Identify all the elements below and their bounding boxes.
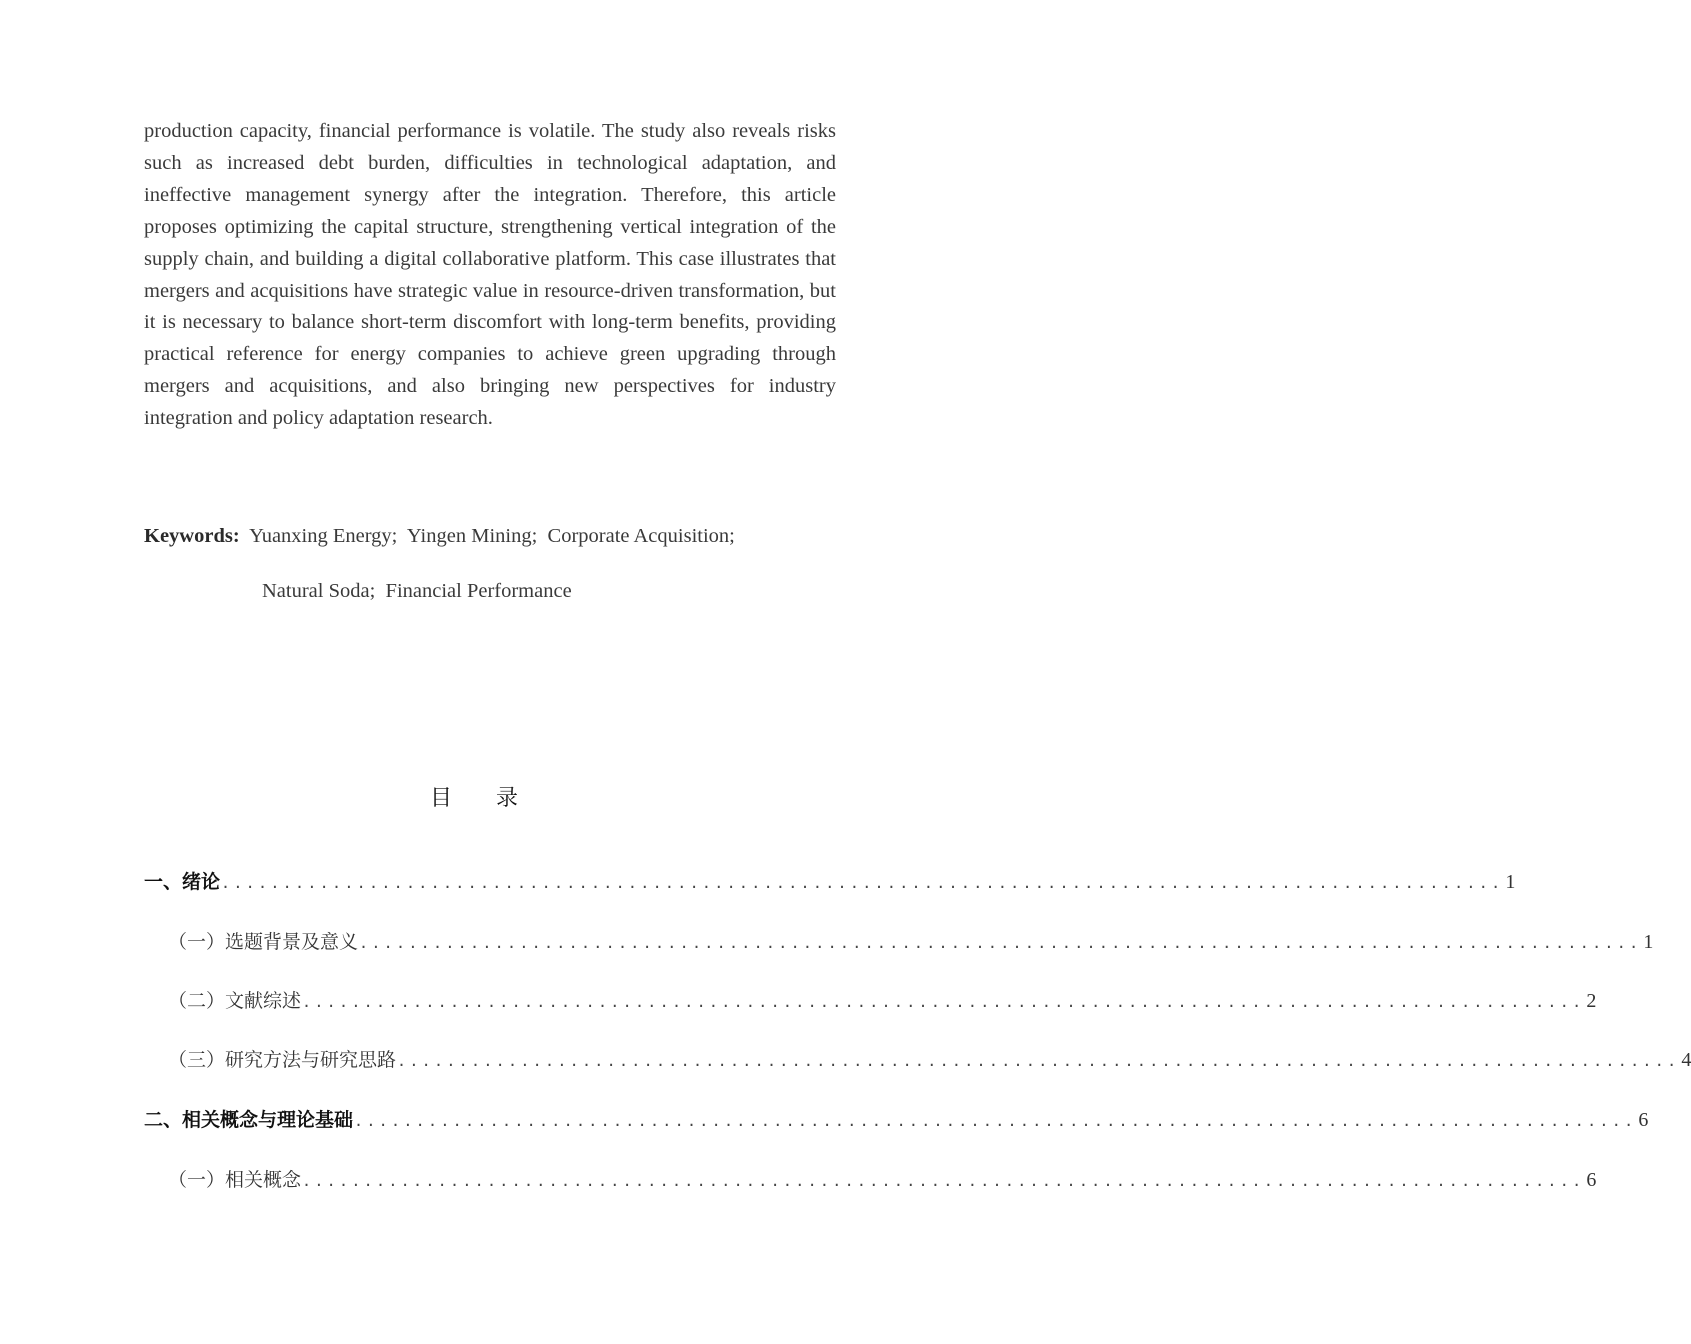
toc-page-number: 6 (1638, 1109, 1649, 1131)
keywords-block (144, 520, 844, 602)
toc-entry[interactable] (168, 986, 1597, 1016)
toc-page-number: 1 (1505, 871, 1516, 893)
toc-dot-leader: ........................................................................................................ (359, 934, 1642, 952)
toc-entry-label: 二、相关概念与理论基础 (144, 1109, 354, 1131)
keywords-list-1: Yuanxing Energy; Yingen Mining; Corporate Acquisition; (249, 525, 735, 547)
toc-entry[interactable] (168, 1165, 1597, 1195)
keywords-list-2: Natural Soda; Financial Performance (262, 580, 572, 602)
toc-entry[interactable] (144, 867, 1516, 897)
toc-page-number: 4 (1681, 1049, 1691, 1071)
keywords-line-1 (144, 520, 844, 552)
toc-title-char-2: 录 (496, 786, 521, 811)
toc-title (0, 781, 950, 812)
keywords-label: Keywords: (144, 525, 240, 547)
toc-entry-label: （一）相关概念 (168, 1169, 302, 1191)
toc-entry-label: （二）文献综述 (168, 990, 302, 1012)
toc-entry[interactable] (144, 1105, 1649, 1135)
abstract-paragraph: production capacity, financial performance is volatile. The study also reveals risks such as increased debt burden, difficulties in technological adaptation, and ineffective management synergy after the integration. Therefore, this article proposes optimizing the capital structure, strengthening vertical integration of the supply chain, and building a digital collaborative platform. This case illustrates that mergers and acquisitions have strategic value in resource-driven transformation, but it is necessary to balance short-term discomfort with long-term benefits, providing practical reference for energy companies to achieve green upgrading through mergers and acquisitions, and also bringing new perspectives for industry integration and policy adaptation research. (144, 120, 836, 430)
toc-entry[interactable] (168, 1045, 1691, 1075)
toc-dot-leader: ........................................................................................................ (302, 1172, 1585, 1190)
toc-page-number: 6 (1586, 1169, 1597, 1191)
toc-entry-label: （一）选题背景及意义 (168, 931, 359, 953)
toc-entry-label: （三）研究方法与研究思路 (168, 1049, 397, 1071)
toc-page-number: 1 (1643, 931, 1654, 953)
toc-title-char-1: 目 (429, 786, 454, 811)
toc-page-number: 2 (1586, 990, 1597, 1012)
toc-dot-leader: ........................................................................................................ (221, 874, 1504, 892)
toc-entry-label: 一、绪论 (144, 871, 221, 893)
toc-dot-leader: ........................................................................................................ (302, 993, 1585, 1011)
toc-dot-leader: ........................................................................................................ (354, 1112, 1637, 1130)
toc-dot-leader: ........................................................................................................ (397, 1052, 1680, 1070)
toc-entry[interactable] (168, 927, 1654, 957)
